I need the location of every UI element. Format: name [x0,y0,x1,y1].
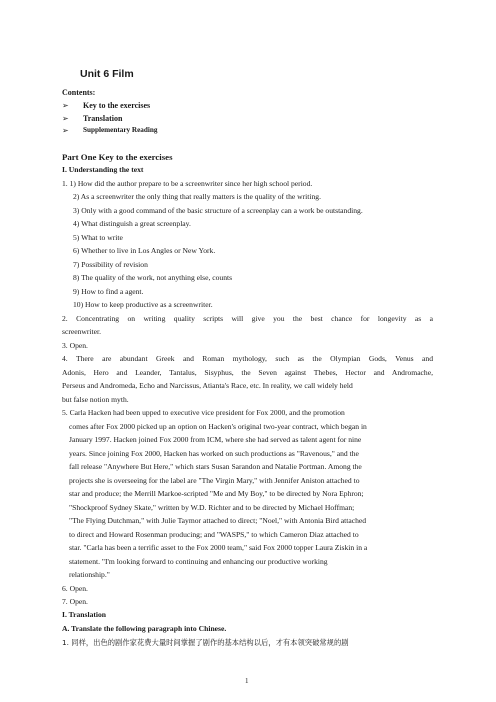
answer-line: 4. There are abundant Greek and Roman mythology, such as the Olympian Gods, Venus and [62,354,433,363]
answer-line: 8) The quality of the work, not anything else, counts [73,273,233,282]
answer-line: 4) What distinguish a great screenplay. [73,219,191,228]
answer-line: star and produce; the Merrill Markoe-scripted "Me and My Boy," to be directed by Nora Ephron; [69,489,364,498]
answer-line: Perseus and Andromeda, Echo and Narcissus, Atianta's Race, etc. In reality, we call widely held [62,381,353,390]
answer-line: comes after Fox 2000 picked up an option on Hacken's original two-year contract, which began in [69,422,367,431]
answer-line: statement. "I'm looking forward to continuing and enhancing our productive working [69,557,328,566]
answer-line: 2. Concentrating on writing quality scripts will give you the best chance for longevity as a [62,314,433,323]
section-heading: I. Understanding the text [62,165,144,174]
contents-item-supplementary[interactable]: Supplementary Reading [83,126,158,134]
answer-line: 6) Whether to live in Los Angles or New York. [73,246,216,255]
contents-heading: Contents: [62,88,96,97]
answer-line: January 1997. Hacken joined Fox 2000 from ICM, where she had served as talent agent for nine [69,435,362,444]
answer-line: 7. Open. [62,597,88,606]
arrow-bullet-icon: ➢ [62,114,69,123]
translation-line: 1. 同样，出色的剧作家花费大量时间掌握了剧作的基本结构以后，才有本领突破常规的剧 [62,638,349,647]
arrow-bullet-icon: ➢ [62,126,69,135]
contents-item-translation[interactable]: Translation [83,114,123,123]
answer-line: 2) As a screenwriter the only thing that really matters is the quality of the writing. [73,192,321,201]
answer-line: 5) What to write [73,233,123,242]
answer-line: 9) How to find a agent. [73,287,144,296]
answer-line: 6. Open. [62,584,88,593]
arrow-bullet-icon: ➢ [62,101,69,110]
answer-line: 7) Possibility of revision [73,260,148,269]
answer-line: "Shockproof Sydney Skate," written by W.D. Richter and to be directed by Michael Hoffman; [69,503,355,512]
answer-line: star. "Carla has been a terrific asset to the Fox 2000 team," said Fox 2000 topper Laura Ziskin in a [69,543,368,552]
answer-line: 5. Carla Hacken had been upped to executive vice president for Fox 2000, and the promotion [62,408,345,417]
unit-title: Unit 6 Film [80,68,134,80]
answer-line: but false notion myth. [62,395,129,404]
answer-line: 3) Only with a good command of the basic structure of a screenplay can a work be outstanding. [73,206,363,215]
page-number: 1 [245,677,249,685]
contents-item-key[interactable]: Key to the exercises [83,101,151,110]
answer-line: fall release "Anywhere But Here," which stars Susan Sarandon and Natalie Portman. Among the [69,462,362,471]
section-heading: I. Translation [62,610,107,619]
answer-line: "The Flying Dutchman," with Julie Taymor attached to direct; "Noel," with Antonia Bird attached [69,516,367,525]
answer-line: relationship." [69,570,110,579]
answer-line: years. Since joining Fox 2000, Hacken has worked on such productions as "Ravenous," and the [69,449,359,458]
answer-line: to direct and Howard Rosenman producing; and "WASPS," to which Cameron Diaz attached to [69,530,359,539]
answer-line: 10) How to keep productive as a screenwriter. [73,300,213,309]
exercise-heading: A. Translate the following paragraph into Chinese. [62,624,227,633]
answer-line: screenwriter. [62,327,102,336]
answer-line: 3. Open. [62,341,88,350]
answer-line: Adonis, Hero and Leander, Tantalus, Sisyphus, the Seven against Thebes, Hector and Andromache, [62,368,433,377]
answer-line: 1. 1) How did the author prepare to be a screenwriter since her high school period. [62,179,313,188]
part-one-title: Part One Key to the exercises [62,152,173,162]
answer-line: projects she is overseeing for the label are "The Virgin Mary," with Jennifer Aniston attached to [69,476,360,485]
